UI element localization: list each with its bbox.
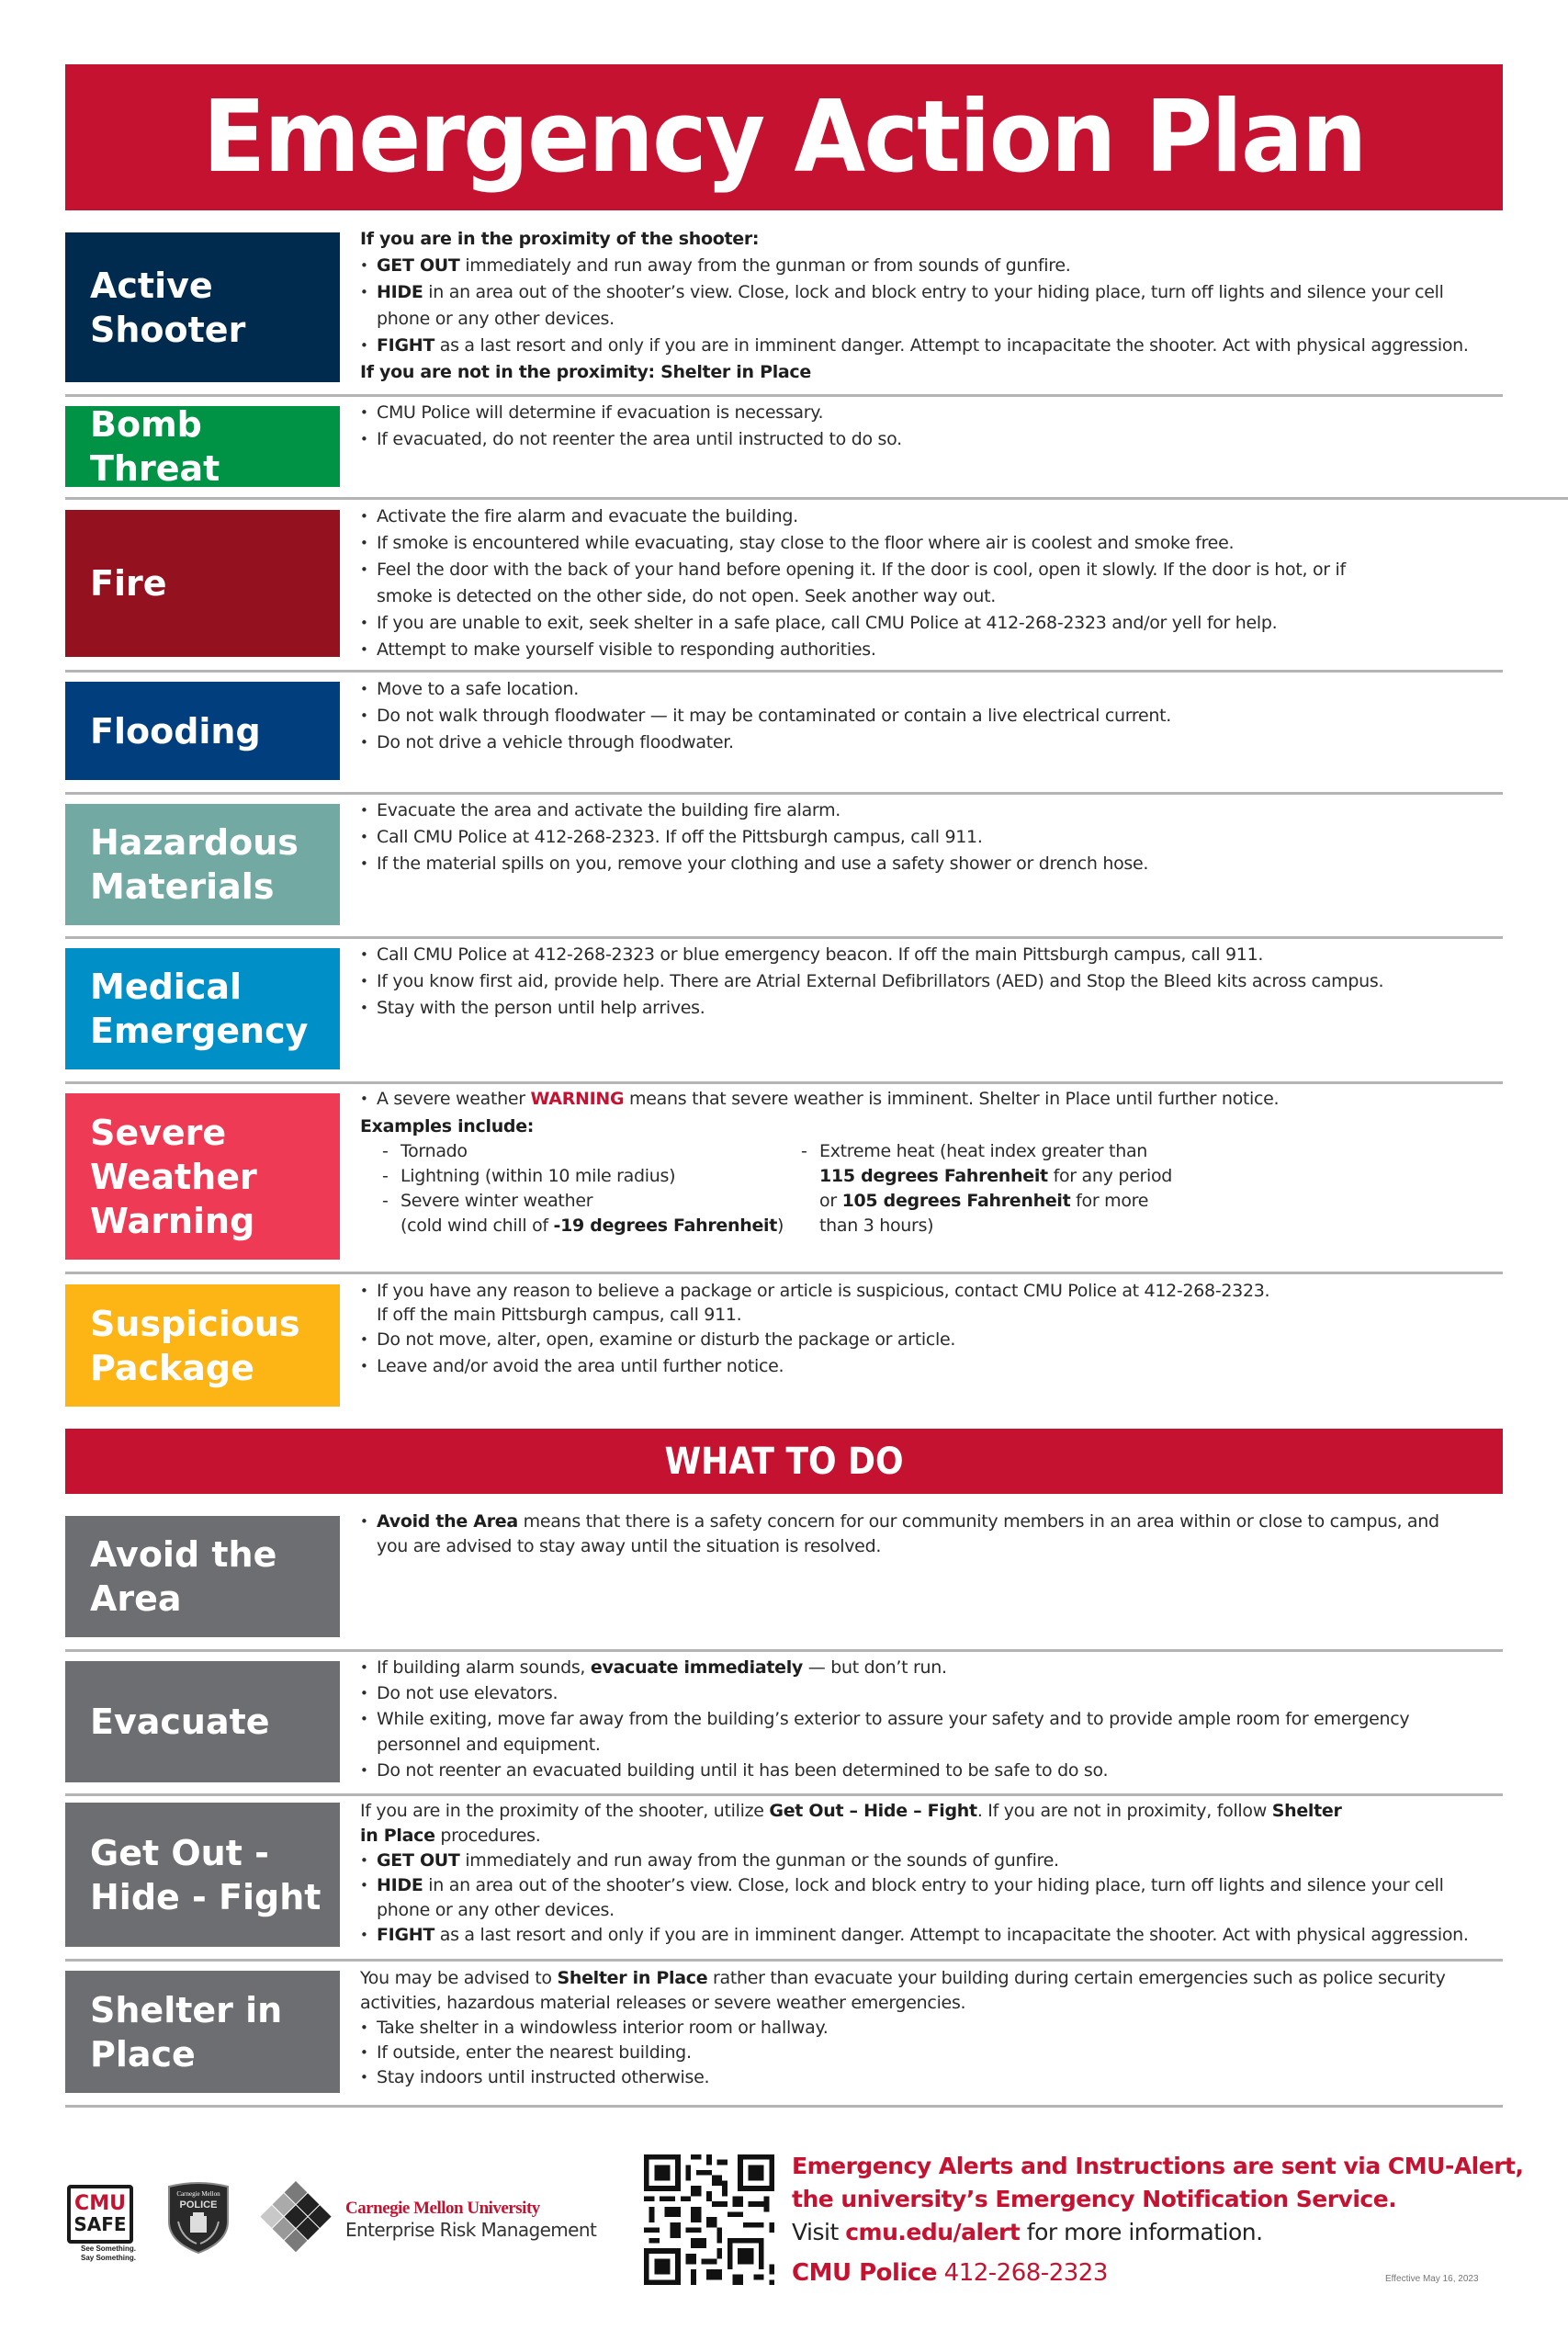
list-item: • If you know first aid, provide help. There are Atrial External Defibrillators (AED) and Stop the Bleed kits across campus. xyxy=(360,968,1499,995)
section-divider xyxy=(65,1272,1503,1274)
what-to-do-banner xyxy=(65,1429,1503,1494)
examples-columns xyxy=(360,1139,1499,1238)
item-text: in an area out of the shooter’s view. Close, lock and block entry to your hiding place, turn off lights and silence your cell phone or any other devices. xyxy=(377,1875,1444,1920)
item-text: means that there is a safety concern for our community members in an area within or close to campus, and you are advised to stay away until the situation is resolved. xyxy=(377,1511,1439,1556)
alert-link[interactable]: cmu.edu/alert xyxy=(845,2219,1021,2245)
list-item: • If smoke is encountered while evacuating, stay close to the floor where air is coolest and smoke free. xyxy=(360,530,1352,557)
category-box-hazardous-materials xyxy=(65,804,340,925)
example-detail: than 3 hours) xyxy=(819,1216,934,1236)
example-item: - Lightning (within 10 mile radius) xyxy=(360,1164,801,1189)
outro-text: If you are not in the proximity: Shelter in Place xyxy=(360,362,811,382)
university-name: Carnegie Mellon University xyxy=(345,2199,540,2218)
detail-bold: 105 degrees Fahrenheit xyxy=(841,1191,1071,1211)
category-box-get-out-hide-fight xyxy=(65,1803,340,1947)
visit-text: Visit xyxy=(792,2219,846,2245)
get-out-hide-fight-content xyxy=(360,1799,1499,1948)
intro-bold: Shelter in Place xyxy=(557,1968,708,1988)
intro-part: . If you are not in proximity, follow xyxy=(976,1801,1272,1821)
example-item: - Severe winter weather xyxy=(360,1189,801,1214)
section-divider xyxy=(65,792,1503,795)
list-item xyxy=(360,1849,1499,1873)
list-item xyxy=(360,253,1499,279)
intro-text xyxy=(360,1799,1352,1849)
list-item: • Evacuate the area and activate the building fire alarm. xyxy=(360,797,1499,824)
section-divider xyxy=(65,936,1503,939)
category-label: Shelter in Place xyxy=(90,1989,283,2075)
list-item: • Do not drive a vehicle through floodwater. xyxy=(360,729,1499,756)
category-label: Bomb Threat xyxy=(90,404,220,489)
category-label: Hazardous Materials xyxy=(90,822,299,907)
page-header-banner xyxy=(65,64,1503,210)
list-item: • If you have any reason to believe a package or article is suspicious, contact CMU Police at 412-268-2323. If off the main Pittsburgh campus, call 911. xyxy=(360,1279,1499,1327)
intro-part: rather than evacuate your building during certain emergencies such as police security activities, hazardous material releases or severe weather emergencies. xyxy=(360,1968,1446,2013)
bold-text: evacuate immediately xyxy=(590,1657,804,1678)
detail-text: for any period xyxy=(1047,1166,1173,1186)
list-item: • Activate the fire alarm and evacuate the building. xyxy=(360,503,1352,530)
category-box-medical-emergency xyxy=(65,948,340,1069)
effective-date: Effective May 16, 2023 xyxy=(1385,2274,1479,2284)
logo-text: SAFE xyxy=(73,2213,127,2235)
qr-code-icon[interactable] xyxy=(644,2154,774,2285)
cmu-safe-logo xyxy=(67,2185,133,2244)
list-item: • Take shelter in a windowless interior room or hallway. xyxy=(360,2016,1499,2041)
alert-line: Emergency Alerts and Instructions are sent via CMU-Alert, xyxy=(792,2153,1524,2179)
section-divider xyxy=(65,497,1568,500)
section-divider xyxy=(65,1649,1503,1652)
examples-heading: Examples include: xyxy=(360,1116,535,1136)
list-item xyxy=(360,279,1461,333)
cmu-safe-tagline xyxy=(70,2245,136,2263)
bold-text: HIDE xyxy=(377,282,423,302)
bold-text: HIDE xyxy=(377,1875,423,1895)
category-box-shelter-in-place xyxy=(65,1971,340,2093)
list-item: • Stay with the person until help arrives. xyxy=(360,995,1499,1022)
tagline-text: See Something. xyxy=(80,2245,136,2253)
item-text: immediately and run away from the gunman or from sounds of gunfire. xyxy=(459,255,1071,276)
list-item: • If the material spills on you, remove your clothing and use a safety shower or drench hose. xyxy=(360,851,1499,877)
list-item: • Move to a safe location. xyxy=(360,676,1499,703)
category-label: Fire xyxy=(90,563,167,604)
category-box-flooding xyxy=(65,682,340,780)
example-detail xyxy=(801,1189,1187,1214)
item-text: — but don’t run. xyxy=(803,1657,947,1678)
category-box-severe-weather xyxy=(65,1093,340,1260)
police-contact xyxy=(792,2259,1108,2287)
detail-bold: 115 degrees Fahrenheit xyxy=(819,1166,1048,1186)
list-item: • CMU Police will determine if evacuation is necessary. xyxy=(360,400,1499,426)
list-item: • Do not use elevators. xyxy=(360,1680,1462,1706)
intro-part: If you are in the proximity of the shooter, utilize xyxy=(360,1801,770,1821)
what-to-do-heading: WHAT TO DO xyxy=(664,1440,904,1483)
example-item: - Extreme heat (heat index greater than xyxy=(801,1139,1187,1164)
severe-weather-content xyxy=(360,1087,1499,1238)
list-item xyxy=(360,1087,1499,1112)
list-item: • Attempt to make yourself visible to responding authorities. xyxy=(360,637,1352,663)
intro-bold: Shelter in Place xyxy=(360,1801,1342,1846)
detail-text: (cold wind chill of xyxy=(400,1216,554,1236)
item-text: A severe weather xyxy=(377,1089,531,1109)
category-box-bomb-threat xyxy=(65,406,340,487)
bold-text: GET OUT xyxy=(377,1850,460,1871)
avoid-area-content xyxy=(360,1510,1444,1559)
list-item: • If evacuated, do not reenter the area until instructed to do so. xyxy=(360,426,1499,453)
alert-line: the university’s Emergency Notification Service. xyxy=(792,2186,1397,2212)
list-item: • Do not walk through floodwater — it may be contaminated or contain a live electrical current. xyxy=(360,703,1499,729)
example-detail xyxy=(801,1164,1187,1189)
category-label: Evacuate xyxy=(90,1702,270,1742)
list-item: • Do not move, alter, open, examine or disturb the package or article. xyxy=(360,1327,1499,1353)
detail-text: ) xyxy=(777,1216,784,1236)
category-box-suspicious-package xyxy=(65,1284,340,1407)
bold-text: GET OUT xyxy=(377,255,460,276)
list-item xyxy=(360,333,1499,359)
example-detail xyxy=(360,1214,801,1238)
intro-text xyxy=(360,1966,1499,2016)
section-divider xyxy=(65,670,1503,673)
police-badge-text: Carnegie Mellon xyxy=(176,2190,220,2198)
cmu-erm-diamond-icon xyxy=(260,2181,332,2253)
bold-text: FIGHT xyxy=(377,1925,435,1945)
police-phone[interactable]: 412-268-2323 xyxy=(943,2259,1108,2287)
category-label: Avoid the Area xyxy=(90,1534,277,1619)
list-item: • While exiting, move far away from the building’s exterior to assure your safety and to provide ample room for emergency personnel and equipment. xyxy=(360,1706,1462,1758)
category-label: Severe Weather Warning xyxy=(90,1112,257,1241)
item-text: as a last resort and only if you are in imminent danger. Attempt to incapacitate the shooter. Act with physical aggression. xyxy=(434,335,1469,356)
intro-part: procedures. xyxy=(434,1826,541,1846)
examples-left-column xyxy=(360,1139,801,1238)
detail-text: or xyxy=(819,1191,842,1211)
fire-content xyxy=(360,503,1352,663)
section-divider xyxy=(65,1959,1503,1962)
intro-part: You may be advised to xyxy=(360,1968,558,1988)
alert-info xyxy=(792,2150,1527,2249)
evacuate-content xyxy=(360,1655,1462,1783)
category-label: Suspicious Package xyxy=(90,1303,300,1388)
shelter-in-place-content xyxy=(360,1966,1499,2090)
list-item: • Stay indoors until instructed otherwise. xyxy=(360,2065,1499,2090)
bold-text: FIGHT xyxy=(377,335,435,356)
medical-emergency-content xyxy=(360,942,1499,1022)
category-box-avoid-area xyxy=(65,1516,340,1637)
list-item: • Feel the door with the back of your hand before opening it. If the door is cool, open it slowly. If the door is hot, or if smoke is detected on the other side, do not open. Seek another way out. xyxy=(360,557,1352,610)
list-item xyxy=(360,1510,1444,1559)
category-label: Medical Emergency xyxy=(90,967,309,1051)
police-label: CMU Police xyxy=(792,2259,937,2287)
category-box-active-shooter xyxy=(65,232,340,382)
item-text: means that severe weather is imminent. Shelter in Place until further notice. xyxy=(624,1089,1280,1109)
page-title: Emergency Action Plan xyxy=(202,80,1366,195)
detail-text: for more xyxy=(1070,1191,1149,1211)
active-shooter-content xyxy=(360,226,1499,386)
category-box-fire xyxy=(65,510,340,657)
warning-word: WARNING xyxy=(530,1089,625,1109)
list-item: • If you are unable to exit, seek shelter in a safe place, call CMU Police at 412-268-2323 and/or yell for help. xyxy=(360,610,1352,637)
item-text: as a last resort and only if you are in imminent danger. Attempt to incapacitate the shooter. Act with physical aggression. xyxy=(434,1925,1469,1945)
hazardous-materials-content xyxy=(360,797,1499,877)
intro-bold: Get Out – Hide – Fight xyxy=(769,1801,977,1821)
list-item xyxy=(360,1873,1461,1923)
list-item: • Call CMU Police at 412-268-2323 or blue emergency beacon. If off the main Pittsburgh campus, call 911. xyxy=(360,942,1499,968)
list-item: • If outside, enter the nearest building. xyxy=(360,2041,1499,2065)
suspicious-package-content xyxy=(360,1279,1499,1380)
section-divider xyxy=(65,394,1503,397)
section-divider xyxy=(65,1081,1503,1084)
detail-bold: -19 degrees Fahrenheit xyxy=(553,1216,778,1236)
example-item: - Tornado xyxy=(360,1139,801,1164)
flooding-content xyxy=(360,676,1499,756)
list-item: • Call CMU Police at 412-268-2323. If off the Pittsburgh campus, call 911. xyxy=(360,824,1499,851)
item-text: immediately and run away from the gunman or the sounds of gunfire. xyxy=(459,1850,1059,1871)
item-text: in an area out of the shooter’s view. Close, lock and block entry to your hiding place, turn off lights and silence your cell phone or any other devices. xyxy=(377,282,1444,329)
examples-right-column xyxy=(801,1139,1187,1238)
police-badge-text: POLICE xyxy=(179,2199,218,2211)
category-label: Active Shooter xyxy=(90,265,246,350)
item-text: If building alarm sounds, xyxy=(377,1657,591,1678)
list-item xyxy=(360,1923,1499,1948)
category-label: Get Out - Hide - Fight xyxy=(90,1832,321,1917)
category-box-evacuate xyxy=(65,1661,340,1782)
category-label: Flooding xyxy=(90,710,261,752)
section-divider xyxy=(65,2105,1503,2108)
bold-text: Avoid the Area xyxy=(377,1511,518,1532)
visit-line xyxy=(792,2216,1527,2249)
visit-text: for more information. xyxy=(1020,2219,1263,2245)
tagline-text: Say Something. xyxy=(80,2254,136,2262)
list-item: • Leave and/or avoid the area until further notice. xyxy=(360,1353,1499,1380)
list-item xyxy=(360,1655,1462,1680)
department-name: Enterprise Risk Management xyxy=(345,2219,597,2241)
logo-text: CMU xyxy=(74,2192,126,2215)
bomb-threat-content xyxy=(360,400,1499,453)
intro-text: If you are in the proximity of the shooter: xyxy=(360,229,760,249)
list-item: • Do not reenter an evacuated building until it has been determined to be safe to do so. xyxy=(360,1758,1462,1783)
section-divider xyxy=(65,1793,1503,1796)
